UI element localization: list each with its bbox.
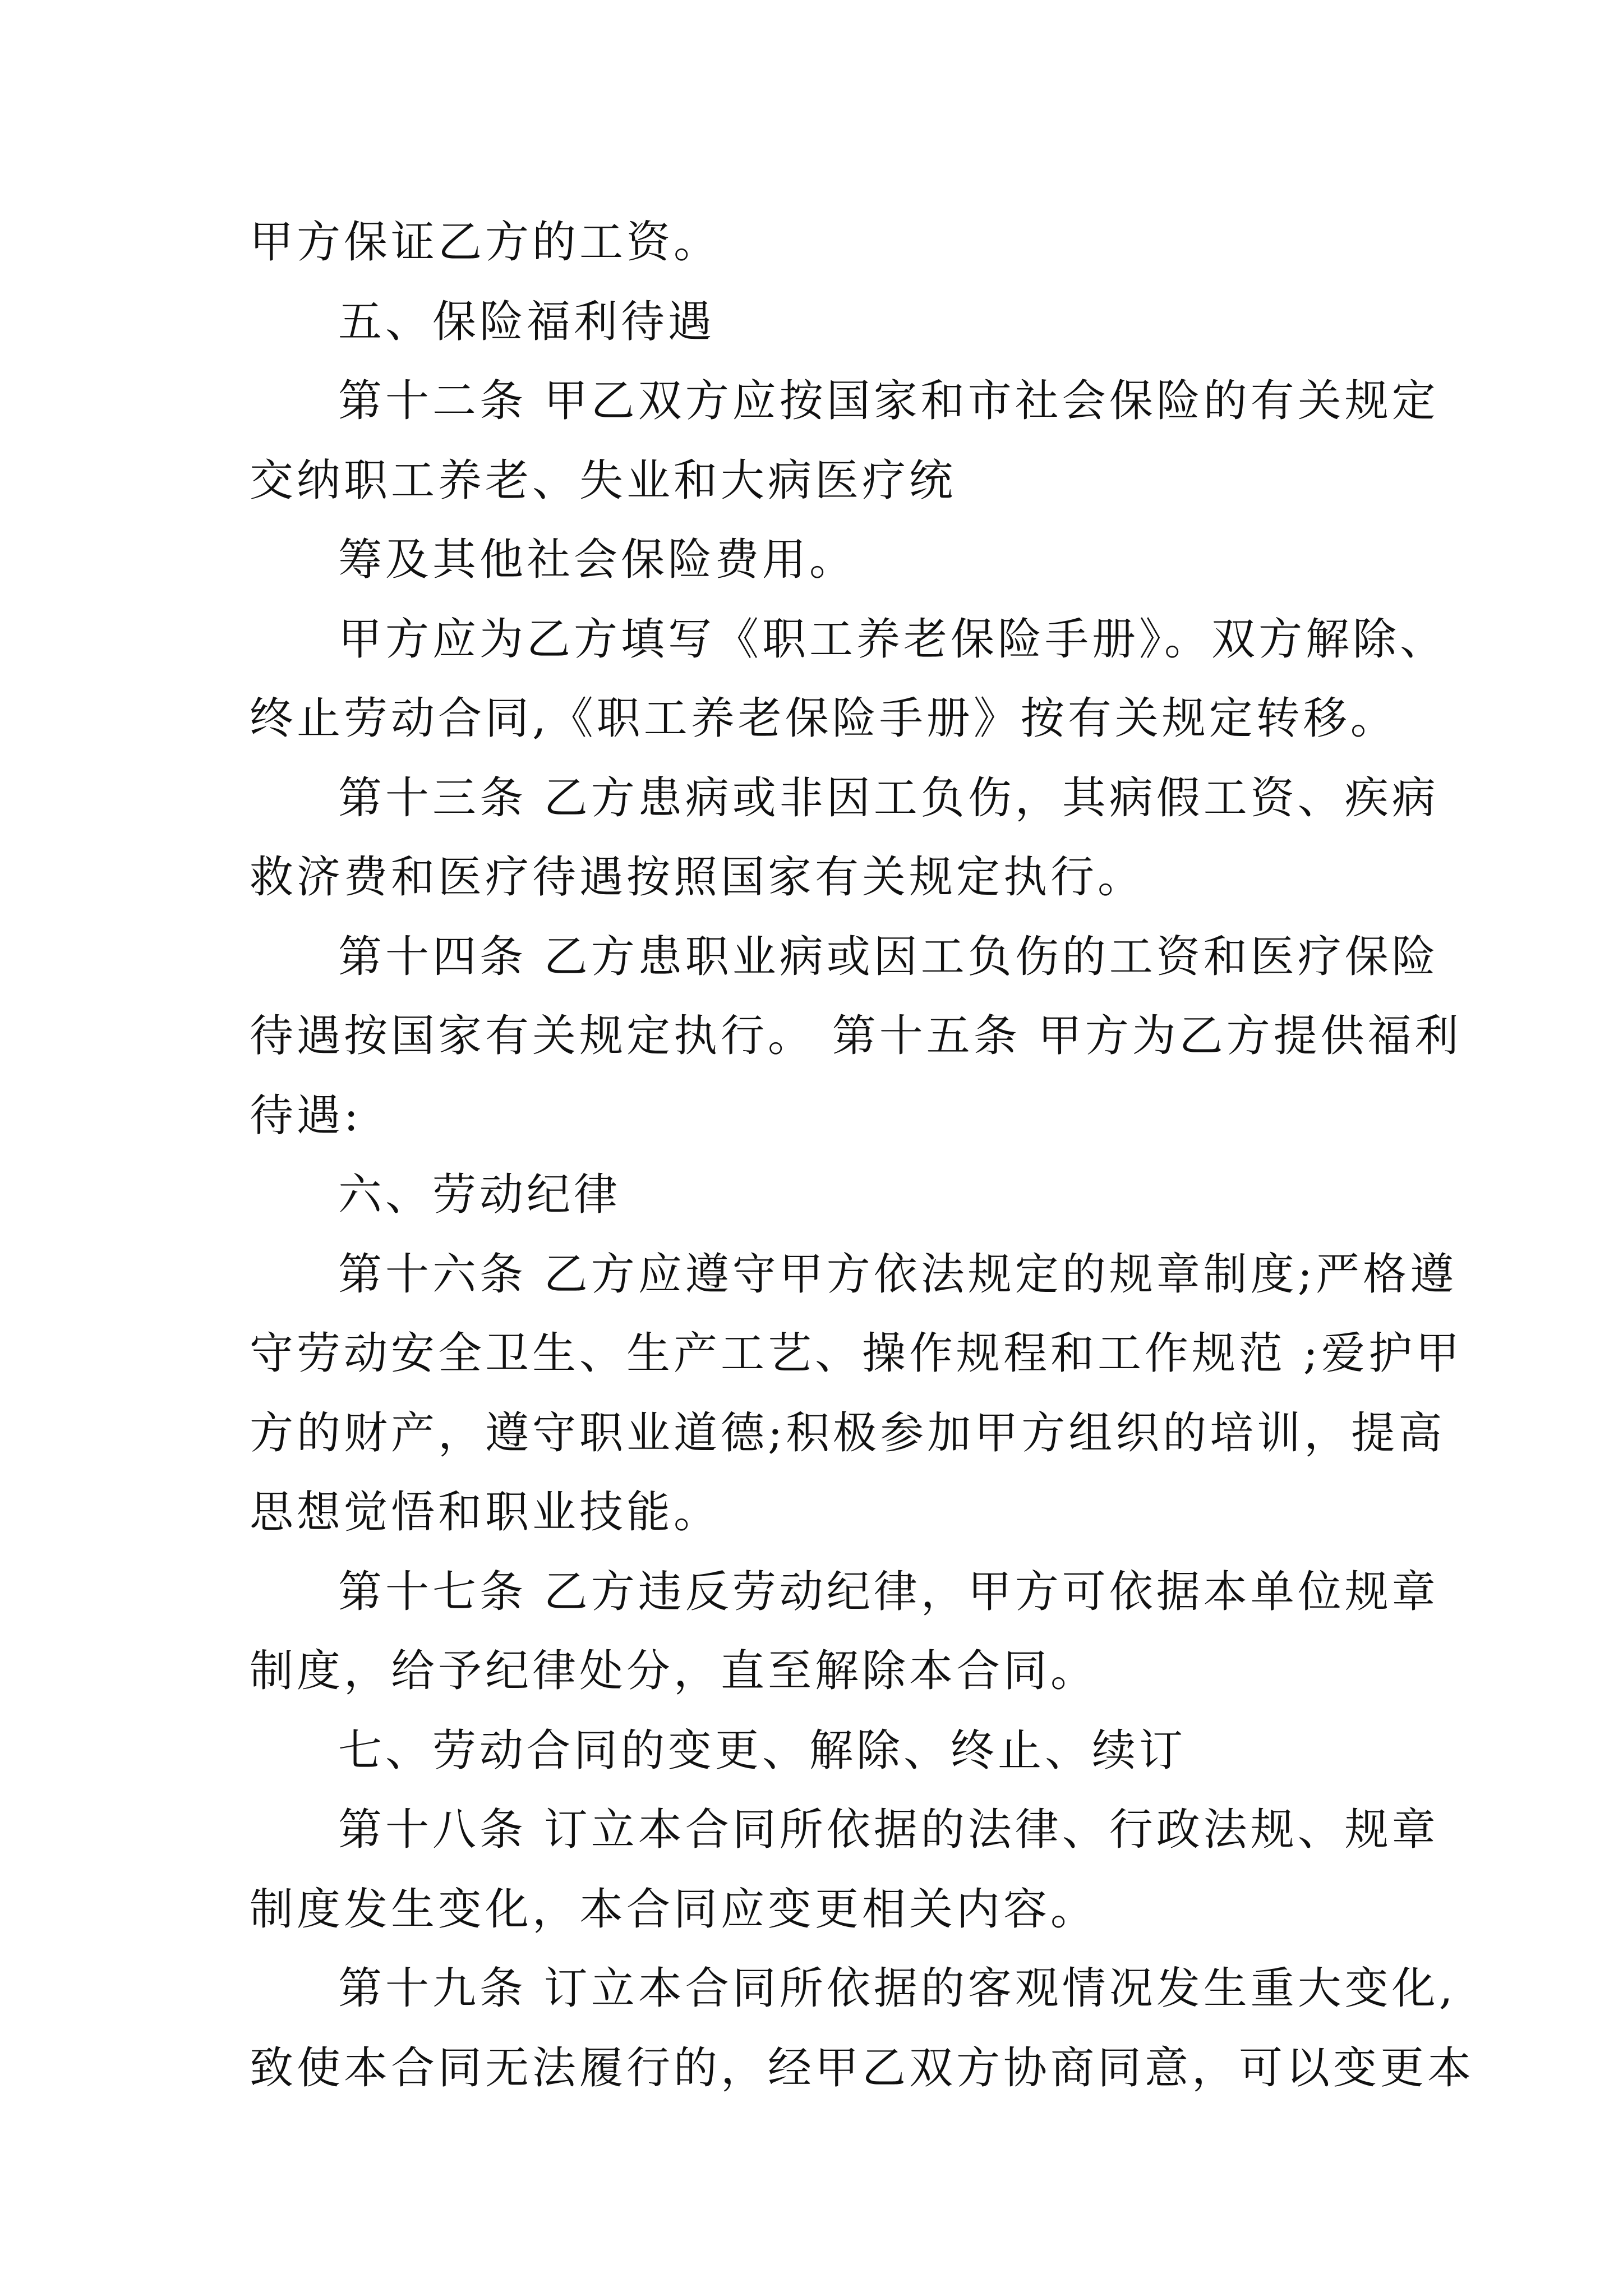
- text-line: 守劳动安全卫生、生产工艺、操作规程和工作规范 ;爱护甲: [250, 1328, 1463, 1379]
- text-line: 甲方应为乙方填写《职工养老保险手册》。双方解除、: [338, 614, 1447, 665]
- text-line: 致使本合同无法履行的，经甲乙双方协商同意，可以变更本: [250, 2042, 1475, 2093]
- text-line: 制度，给予纪律处分，直至解除本合同。: [250, 1646, 1098, 1696]
- section-heading-contract-changes: 七、劳动合同的变更、解除、终止、续订: [338, 1725, 1187, 1776]
- text-line: 终止劳动合同,《职工养老保险手册》按有关规定转移。: [250, 693, 1398, 744]
- contract-text: [250, 203, 1475, 2108]
- text-line: 第十八条 订立本合同所依据的法律、行政法规、规章: [338, 1805, 1439, 1855]
- section-heading-insurance: 五、保险福利待遇: [338, 296, 716, 347]
- text-line: 第十四条 乙方患职业病或因工负伤的工资和医疗保险: [338, 931, 1439, 982]
- section-heading-discipline: 六、劳动纪律: [338, 1170, 621, 1220]
- text-line: 方的财产，遵守职业道德;积极参加甲方组织的培训，提高: [250, 1407, 1446, 1458]
- text-line: 待遇:: [250, 1090, 362, 1141]
- text-line: 筹及其他社会保险费用。: [338, 535, 857, 585]
- text-line: 交纳职工养老、失业和大病医疗统: [250, 455, 957, 506]
- text-line: 待遇按国家有关规定执行。 第十五条 甲方为乙方提供福利: [250, 1011, 1462, 1061]
- text-line: 第十六条 乙方应遵守甲方依法规定的规章制度;严格遵: [338, 1249, 1458, 1300]
- text-line: 思想觉悟和职业技能。: [250, 1487, 721, 1538]
- text-line: 第十九条 订立本合同所依据的客观情况发生重大变化,: [338, 1963, 1456, 2014]
- text-line: 第十三条 乙方患病或非因工负伤，其病假工资、疾病: [338, 772, 1439, 823]
- text-line: 制度发生变化，本合同应变更相关内容。: [250, 1884, 1098, 1935]
- text-line: 第十七条 乙方违反劳动纪律，甲方可依据本单位规章: [338, 1566, 1439, 1617]
- text-line: 救济费和医疗待遇按照国家有关规定执行。: [250, 852, 1145, 903]
- text-line: 第十二条 甲乙双方应按国家和市社会保险的有关规定: [338, 376, 1439, 426]
- text-line: 甲方保证乙方的工资。: [250, 217, 721, 268]
